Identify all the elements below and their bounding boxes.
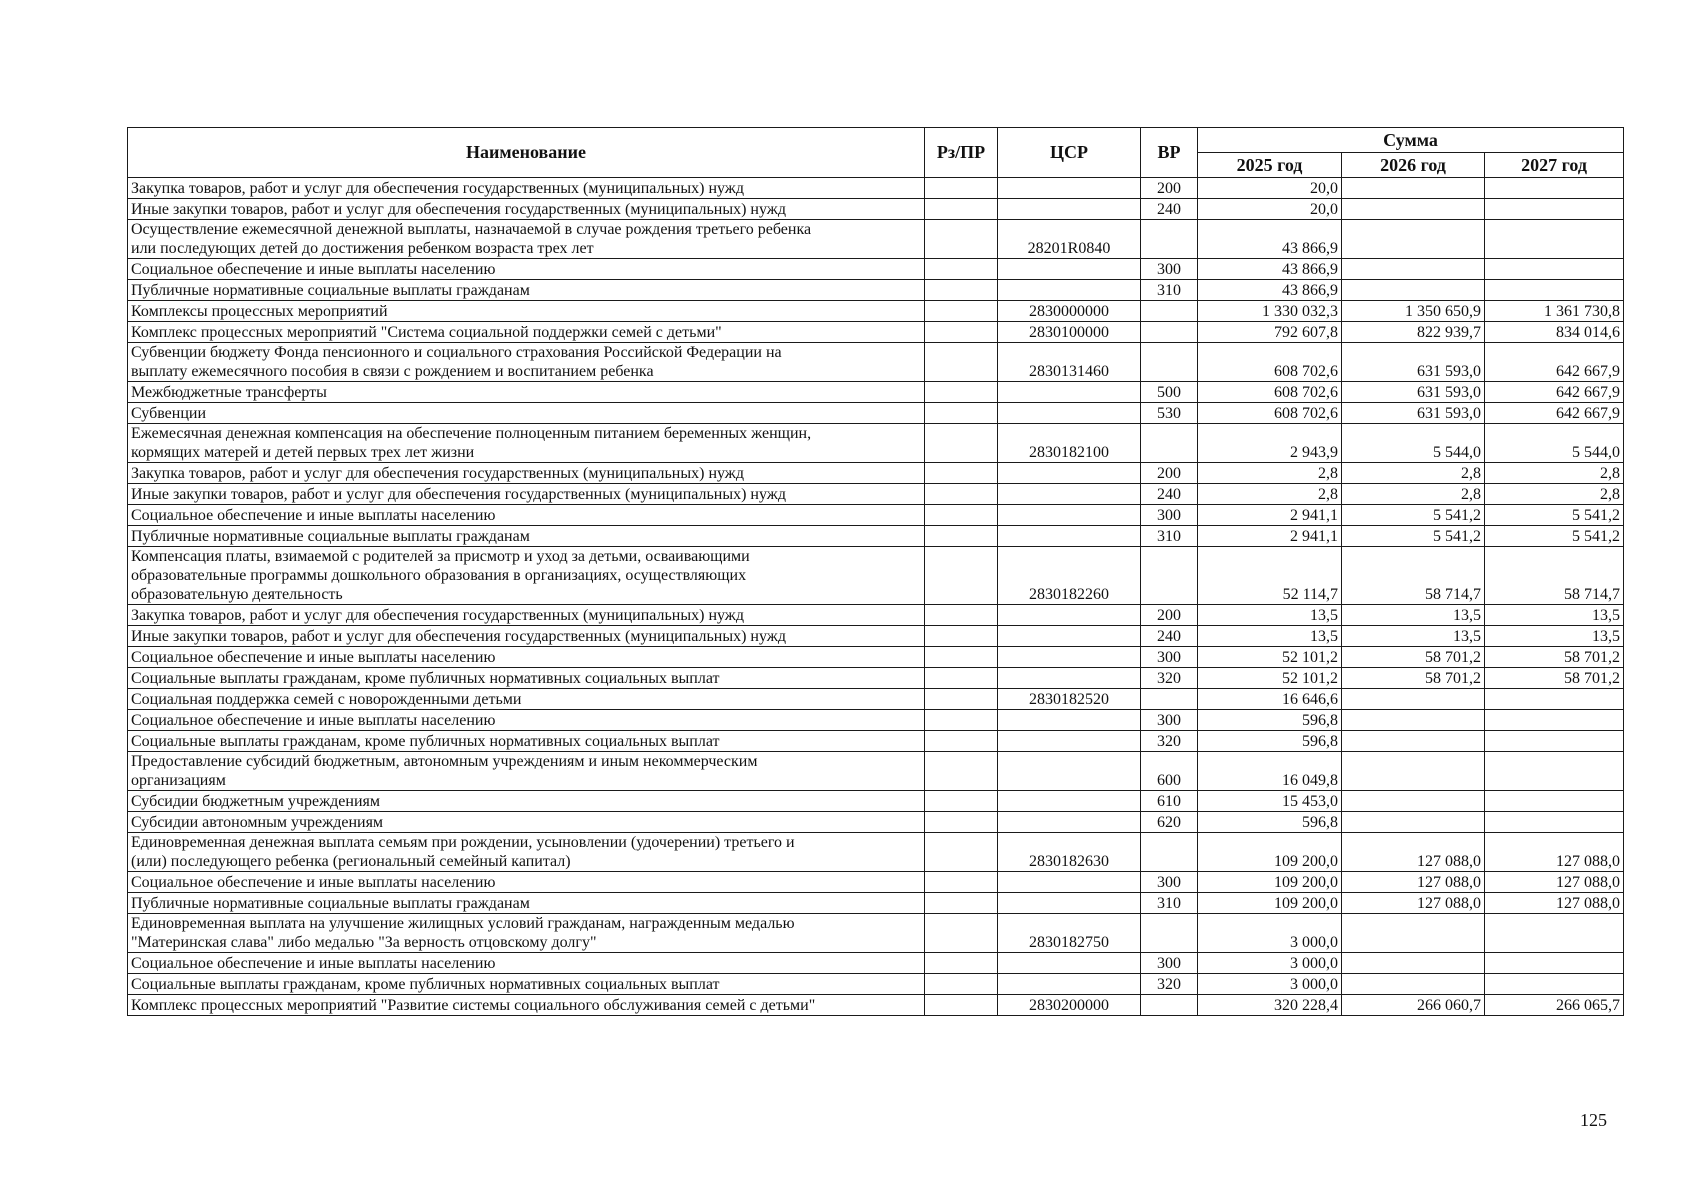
cell-rzpr xyxy=(925,526,998,547)
cell-csr xyxy=(998,605,1141,626)
cell-rzpr xyxy=(925,893,998,914)
cell-2027: 13,5 xyxy=(1485,626,1624,647)
cell-vr xyxy=(1141,995,1198,1016)
cell-name: Субвенции бюджету Фонда пенсионного и социального страхования Российской Федерации на выплату ежемесячного пособия в связи с рождением и воспитанием ребенка xyxy=(128,343,925,382)
table-row xyxy=(128,647,1624,668)
cell-2026 xyxy=(1342,220,1485,259)
cell-rzpr xyxy=(925,178,998,199)
cell-vr: 320 xyxy=(1141,974,1198,995)
cell-2025: 109 200,0 xyxy=(1198,893,1342,914)
table-row xyxy=(128,995,1624,1016)
cell-2025: 16 646,6 xyxy=(1198,689,1342,710)
cell-rzpr xyxy=(925,199,998,220)
header-2027: 2027 год xyxy=(1485,153,1624,178)
table-row xyxy=(128,505,1624,526)
cell-name: Социальные выплаты гражданам, кроме публичных нормативных социальных выплат xyxy=(128,668,925,689)
cell-rzpr xyxy=(925,403,998,424)
cell-name: Межбюджетные трансферты xyxy=(128,382,925,403)
cell-2027 xyxy=(1485,199,1624,220)
header-name: Наименование xyxy=(128,128,925,178)
cell-csr xyxy=(998,259,1141,280)
cell-2026: 266 060,7 xyxy=(1342,995,1485,1016)
cell-csr xyxy=(998,626,1141,647)
cell-vr: 300 xyxy=(1141,505,1198,526)
table-row xyxy=(128,893,1624,914)
cell-csr xyxy=(998,812,1141,833)
cell-2025: 2 943,9 xyxy=(1198,424,1342,463)
cell-rzpr xyxy=(925,322,998,343)
cell-rzpr xyxy=(925,812,998,833)
cell-2025: 320 228,4 xyxy=(1198,995,1342,1016)
cell-csr xyxy=(998,668,1141,689)
cell-2026 xyxy=(1342,914,1485,953)
cell-csr xyxy=(998,526,1141,547)
cell-csr xyxy=(998,752,1141,791)
cell-rzpr xyxy=(925,382,998,403)
cell-csr xyxy=(998,791,1141,812)
cell-2025: 43 866,9 xyxy=(1198,220,1342,259)
cell-2027: 266 065,7 xyxy=(1485,995,1624,1016)
cell-name: Предоставление субсидий бюджетным, автономным учреждениям и иным некоммерческим организациям xyxy=(128,752,925,791)
cell-name: Единовременная денежная выплата семьям при рождении, усыновлении (удочерении) третьего и (или) последующего ребенка (региональный семейный капитал) xyxy=(128,833,925,872)
cell-csr xyxy=(998,403,1141,424)
cell-2026: 2,8 xyxy=(1342,463,1485,484)
cell-2027: 58 714,7 xyxy=(1485,547,1624,605)
cell-2026: 631 593,0 xyxy=(1342,382,1485,403)
cell-vr: 240 xyxy=(1141,484,1198,505)
cell-2027 xyxy=(1485,710,1624,731)
cell-2027: 127 088,0 xyxy=(1485,893,1624,914)
cell-2027 xyxy=(1485,259,1624,280)
cell-vr: 530 xyxy=(1141,403,1198,424)
cell-rzpr xyxy=(925,953,998,974)
cell-2026 xyxy=(1342,812,1485,833)
cell-2027 xyxy=(1485,689,1624,710)
cell-csr xyxy=(998,893,1141,914)
cell-2027 xyxy=(1485,812,1624,833)
cell-2027: 642 667,9 xyxy=(1485,382,1624,403)
cell-csr xyxy=(998,872,1141,893)
table-row xyxy=(128,668,1624,689)
cell-2025: 608 702,6 xyxy=(1198,403,1342,424)
table-row xyxy=(128,710,1624,731)
cell-2026 xyxy=(1342,259,1485,280)
cell-rzpr xyxy=(925,647,998,668)
cell-2027: 2,8 xyxy=(1485,463,1624,484)
cell-name: Закупка товаров, работ и услуг для обеспечения государственных (муниципальных) нужд xyxy=(128,178,925,199)
table-row xyxy=(128,280,1624,301)
header-2026: 2026 год xyxy=(1342,153,1485,178)
cell-2025: 792 607,8 xyxy=(1198,322,1342,343)
cell-2026: 13,5 xyxy=(1342,626,1485,647)
cell-2027 xyxy=(1485,914,1624,953)
table-row xyxy=(128,343,1624,382)
cell-2025: 596,8 xyxy=(1198,812,1342,833)
cell-csr xyxy=(998,953,1141,974)
cell-2025: 13,5 xyxy=(1198,626,1342,647)
cell-vr: 320 xyxy=(1141,731,1198,752)
table-row xyxy=(128,526,1624,547)
cell-2026: 58 701,2 xyxy=(1342,647,1485,668)
cell-name: Ежемесячная денежная компенсация на обеспечение полноценным питанием беременных женщин, кормящих матерей и детей первых трех лет жизни xyxy=(128,424,925,463)
cell-2026 xyxy=(1342,731,1485,752)
cell-name: Публичные нормативные социальные выплаты гражданам xyxy=(128,526,925,547)
cell-rzpr xyxy=(925,974,998,995)
header-csr: ЦСР xyxy=(998,128,1141,178)
cell-vr: 200 xyxy=(1141,605,1198,626)
cell-vr: 500 xyxy=(1141,382,1198,403)
cell-rzpr xyxy=(925,605,998,626)
cell-name: Социальное обеспечение и иные выплаты населению xyxy=(128,710,925,731)
cell-name: Закупка товаров, работ и услуг для обеспечения государственных (муниципальных) нужд xyxy=(128,463,925,484)
cell-2025: 52 101,2 xyxy=(1198,668,1342,689)
table-row xyxy=(128,914,1624,953)
cell-csr xyxy=(998,382,1141,403)
table-row xyxy=(128,547,1624,605)
cell-2026 xyxy=(1342,791,1485,812)
cell-name: Публичные нормативные социальные выплаты гражданам xyxy=(128,280,925,301)
cell-csr xyxy=(998,710,1141,731)
table-row xyxy=(128,872,1624,893)
cell-name: Социальное обеспечение и иные выплаты населению xyxy=(128,505,925,526)
cell-2027: 127 088,0 xyxy=(1485,833,1624,872)
cell-csr xyxy=(998,647,1141,668)
cell-vr: 240 xyxy=(1141,626,1198,647)
table-row xyxy=(128,974,1624,995)
cell-vr: 610 xyxy=(1141,791,1198,812)
cell-2025: 2,8 xyxy=(1198,484,1342,505)
cell-2025: 2 941,1 xyxy=(1198,526,1342,547)
cell-2027: 642 667,9 xyxy=(1485,343,1624,382)
cell-2027 xyxy=(1485,953,1624,974)
cell-2027 xyxy=(1485,731,1624,752)
cell-vr: 320 xyxy=(1141,668,1198,689)
table-row xyxy=(128,791,1624,812)
cell-vr xyxy=(1141,301,1198,322)
cell-2025: 596,8 xyxy=(1198,710,1342,731)
cell-csr xyxy=(998,484,1141,505)
cell-csr xyxy=(998,974,1141,995)
table-row xyxy=(128,484,1624,505)
cell-vr: 310 xyxy=(1141,893,1198,914)
cell-vr: 300 xyxy=(1141,647,1198,668)
cell-name: Социальное обеспечение и иные выплаты населению xyxy=(128,647,925,668)
cell-csr: 2830131460 xyxy=(998,343,1141,382)
cell-2025: 2 941,1 xyxy=(1198,505,1342,526)
cell-2026 xyxy=(1342,280,1485,301)
cell-2027 xyxy=(1485,220,1624,259)
cell-2025: 43 866,9 xyxy=(1198,280,1342,301)
cell-vr xyxy=(1141,424,1198,463)
cell-2026 xyxy=(1342,710,1485,731)
cell-rzpr xyxy=(925,668,998,689)
cell-csr xyxy=(998,280,1141,301)
header-2025: 2025 год xyxy=(1198,153,1342,178)
cell-2026: 631 593,0 xyxy=(1342,403,1485,424)
cell-2026: 2,8 xyxy=(1342,484,1485,505)
table-row xyxy=(128,199,1624,220)
cell-vr: 300 xyxy=(1141,953,1198,974)
cell-vr xyxy=(1141,689,1198,710)
cell-name: Комплекс процессных мероприятий "Развитие системы социального обслуживания семей с детьми" xyxy=(128,995,925,1016)
cell-vr xyxy=(1141,547,1198,605)
table-row xyxy=(128,689,1624,710)
cell-rzpr xyxy=(925,626,998,647)
cell-name: Единовременная выплата на улучшение жилищных условий гражданам, награжденным медалью "Материнская слава" либо медалью "За верность отцовскому долгу" xyxy=(128,914,925,953)
cell-csr: 2830182750 xyxy=(998,914,1141,953)
table-row xyxy=(128,463,1624,484)
cell-rzpr xyxy=(925,424,998,463)
cell-rzpr xyxy=(925,752,998,791)
cell-2026: 822 939,7 xyxy=(1342,322,1485,343)
cell-2026 xyxy=(1342,953,1485,974)
cell-name: Компенсация платы, взимаемой с родителей за присмотр и уход за детьми, осваивающими образовательные программы дошкольного образования в организациях, осуществляющих образовательную деятельность xyxy=(128,547,925,605)
cell-2025: 13,5 xyxy=(1198,605,1342,626)
cell-2027 xyxy=(1485,791,1624,812)
cell-2027: 58 701,2 xyxy=(1485,647,1624,668)
table-row xyxy=(128,382,1624,403)
table-row xyxy=(128,731,1624,752)
table-row xyxy=(128,833,1624,872)
cell-name: Иные закупки товаров, работ и услуг для обеспечения государственных (муниципальных) нужд xyxy=(128,199,925,220)
cell-2026: 5 544,0 xyxy=(1342,424,1485,463)
cell-2027: 5 544,0 xyxy=(1485,424,1624,463)
cell-name: Иные закупки товаров, работ и услуг для обеспечения государственных (муниципальных) нужд xyxy=(128,484,925,505)
cell-2027 xyxy=(1485,974,1624,995)
cell-2026 xyxy=(1342,689,1485,710)
cell-rzpr xyxy=(925,259,998,280)
cell-2026: 5 541,2 xyxy=(1342,526,1485,547)
cell-2025: 2,8 xyxy=(1198,463,1342,484)
cell-rzpr xyxy=(925,301,998,322)
cell-2026 xyxy=(1342,199,1485,220)
table-row xyxy=(128,178,1624,199)
cell-2027 xyxy=(1485,178,1624,199)
cell-2027 xyxy=(1485,280,1624,301)
cell-csr: 2830100000 xyxy=(998,322,1141,343)
cell-vr: 310 xyxy=(1141,280,1198,301)
cell-2026 xyxy=(1342,974,1485,995)
cell-2026: 58 701,2 xyxy=(1342,668,1485,689)
cell-2027: 5 541,2 xyxy=(1485,526,1624,547)
cell-name: Субсидии бюджетным учреждениям xyxy=(128,791,925,812)
cell-vr: 620 xyxy=(1141,812,1198,833)
cell-2025: 608 702,6 xyxy=(1198,382,1342,403)
cell-2026: 127 088,0 xyxy=(1342,872,1485,893)
cell-2026: 1 350 650,9 xyxy=(1342,301,1485,322)
cell-2025: 20,0 xyxy=(1198,199,1342,220)
cell-rzpr xyxy=(925,995,998,1016)
table-row xyxy=(128,403,1624,424)
cell-2027: 1 361 730,8 xyxy=(1485,301,1624,322)
cell-2025: 608 702,6 xyxy=(1198,343,1342,382)
cell-rzpr xyxy=(925,505,998,526)
table-row xyxy=(128,322,1624,343)
cell-2026: 127 088,0 xyxy=(1342,893,1485,914)
cell-vr: 200 xyxy=(1141,178,1198,199)
cell-vr xyxy=(1141,833,1198,872)
cell-2025: 3 000,0 xyxy=(1198,914,1342,953)
cell-csr: 2830182520 xyxy=(998,689,1141,710)
cell-rzpr xyxy=(925,872,998,893)
cell-rzpr xyxy=(925,547,998,605)
cell-rzpr xyxy=(925,833,998,872)
cell-vr xyxy=(1141,322,1198,343)
cell-2027: 834 014,6 xyxy=(1485,322,1624,343)
cell-csr xyxy=(998,731,1141,752)
table-header xyxy=(128,128,1624,178)
cell-2025: 596,8 xyxy=(1198,731,1342,752)
table-row xyxy=(128,259,1624,280)
cell-csr: 2830182100 xyxy=(998,424,1141,463)
cell-vr: 300 xyxy=(1141,872,1198,893)
cell-name: Комплекс процессных мероприятий "Система социальной поддержки семей с детьми" xyxy=(128,322,925,343)
table-row xyxy=(128,953,1624,974)
table-row xyxy=(128,605,1624,626)
cell-name: Социальная поддержка семей с новорожденными детьми xyxy=(128,689,925,710)
cell-2027 xyxy=(1485,752,1624,791)
header-vr: ВР xyxy=(1141,128,1198,178)
cell-csr: 2830000000 xyxy=(998,301,1141,322)
cell-vr: 310 xyxy=(1141,526,1198,547)
cell-2026: 5 541,2 xyxy=(1342,505,1485,526)
cell-2025: 52 114,7 xyxy=(1198,547,1342,605)
cell-csr xyxy=(998,463,1141,484)
cell-name: Осуществление ежемесячной денежной выплаты, назначаемой в случае рождения третьего ребенка или последующих детей до достижения ребенком возраста трех лет xyxy=(128,220,925,259)
cell-csr xyxy=(998,178,1141,199)
table-row xyxy=(128,424,1624,463)
cell-2025: 43 866,9 xyxy=(1198,259,1342,280)
cell-name: Комплексы процессных мероприятий xyxy=(128,301,925,322)
cell-name: Публичные нормативные социальные выплаты гражданам xyxy=(128,893,925,914)
cell-2027: 642 667,9 xyxy=(1485,403,1624,424)
cell-2026 xyxy=(1342,752,1485,791)
cell-2025: 15 453,0 xyxy=(1198,791,1342,812)
cell-2026 xyxy=(1342,178,1485,199)
table-row xyxy=(128,220,1624,259)
header-rzpr: Рз/ПР xyxy=(925,128,998,178)
table-row xyxy=(128,752,1624,791)
cell-rzpr xyxy=(925,791,998,812)
cell-2025: 3 000,0 xyxy=(1198,953,1342,974)
cell-2026: 13,5 xyxy=(1342,605,1485,626)
page-number: 125 xyxy=(1580,1110,1607,1130)
cell-name: Социальное обеспечение и иные выплаты населению xyxy=(128,872,925,893)
cell-csr: 28201R0840 xyxy=(998,220,1141,259)
cell-2027: 58 701,2 xyxy=(1485,668,1624,689)
cell-vr: 240 xyxy=(1141,199,1198,220)
table-body xyxy=(128,178,1624,1016)
cell-csr: 2830182630 xyxy=(998,833,1141,872)
cell-rzpr xyxy=(925,689,998,710)
cell-2027: 5 541,2 xyxy=(1485,505,1624,526)
cell-rzpr xyxy=(925,484,998,505)
cell-2026: 58 714,7 xyxy=(1342,547,1485,605)
cell-rzpr xyxy=(925,710,998,731)
cell-vr xyxy=(1141,220,1198,259)
cell-name: Социальные выплаты гражданам, кроме публичных нормативных социальных выплат xyxy=(128,731,925,752)
cell-rzpr xyxy=(925,463,998,484)
cell-csr: 2830200000 xyxy=(998,995,1141,1016)
cell-rzpr xyxy=(925,343,998,382)
cell-vr xyxy=(1141,914,1198,953)
cell-name: Закупка товаров, работ и услуг для обеспечения государственных (муниципальных) нужд xyxy=(128,605,925,626)
cell-name: Социальное обеспечение и иные выплаты населению xyxy=(128,953,925,974)
cell-vr: 300 xyxy=(1141,259,1198,280)
cell-2025: 109 200,0 xyxy=(1198,872,1342,893)
cell-rzpr xyxy=(925,280,998,301)
cell-2027: 127 088,0 xyxy=(1485,872,1624,893)
cell-2025: 52 101,2 xyxy=(1198,647,1342,668)
cell-csr xyxy=(998,199,1141,220)
cell-vr: 200 xyxy=(1141,463,1198,484)
table-row xyxy=(128,301,1624,322)
cell-name: Иные закупки товаров, работ и услуг для обеспечения государственных (муниципальных) нужд xyxy=(128,626,925,647)
cell-vr: 300 xyxy=(1141,710,1198,731)
cell-2025: 1 330 032,3 xyxy=(1198,301,1342,322)
cell-name: Социальные выплаты гражданам, кроме публичных нормативных социальных выплат xyxy=(128,974,925,995)
cell-name: Социальное обеспечение и иные выплаты населению xyxy=(128,259,925,280)
cell-rzpr xyxy=(925,731,998,752)
cell-name: Субвенции xyxy=(128,403,925,424)
cell-2025: 109 200,0 xyxy=(1198,833,1342,872)
cell-2027: 2,8 xyxy=(1485,484,1624,505)
budget-table xyxy=(127,127,1624,1016)
cell-2026: 127 088,0 xyxy=(1342,833,1485,872)
cell-vr xyxy=(1141,343,1198,382)
cell-name: Субсидии автономным учреждениям xyxy=(128,812,925,833)
cell-2025: 20,0 xyxy=(1198,178,1342,199)
cell-2025: 16 049,8 xyxy=(1198,752,1342,791)
cell-rzpr xyxy=(925,914,998,953)
cell-2027: 13,5 xyxy=(1485,605,1624,626)
cell-csr xyxy=(998,505,1141,526)
table-row xyxy=(128,626,1624,647)
cell-2026: 631 593,0 xyxy=(1342,343,1485,382)
table-row xyxy=(128,812,1624,833)
header-sum: Сумма xyxy=(1198,128,1624,153)
cell-2025: 3 000,0 xyxy=(1198,974,1342,995)
cell-csr: 2830182260 xyxy=(998,547,1141,605)
cell-vr: 600 xyxy=(1141,752,1198,791)
cell-rzpr xyxy=(925,220,998,259)
